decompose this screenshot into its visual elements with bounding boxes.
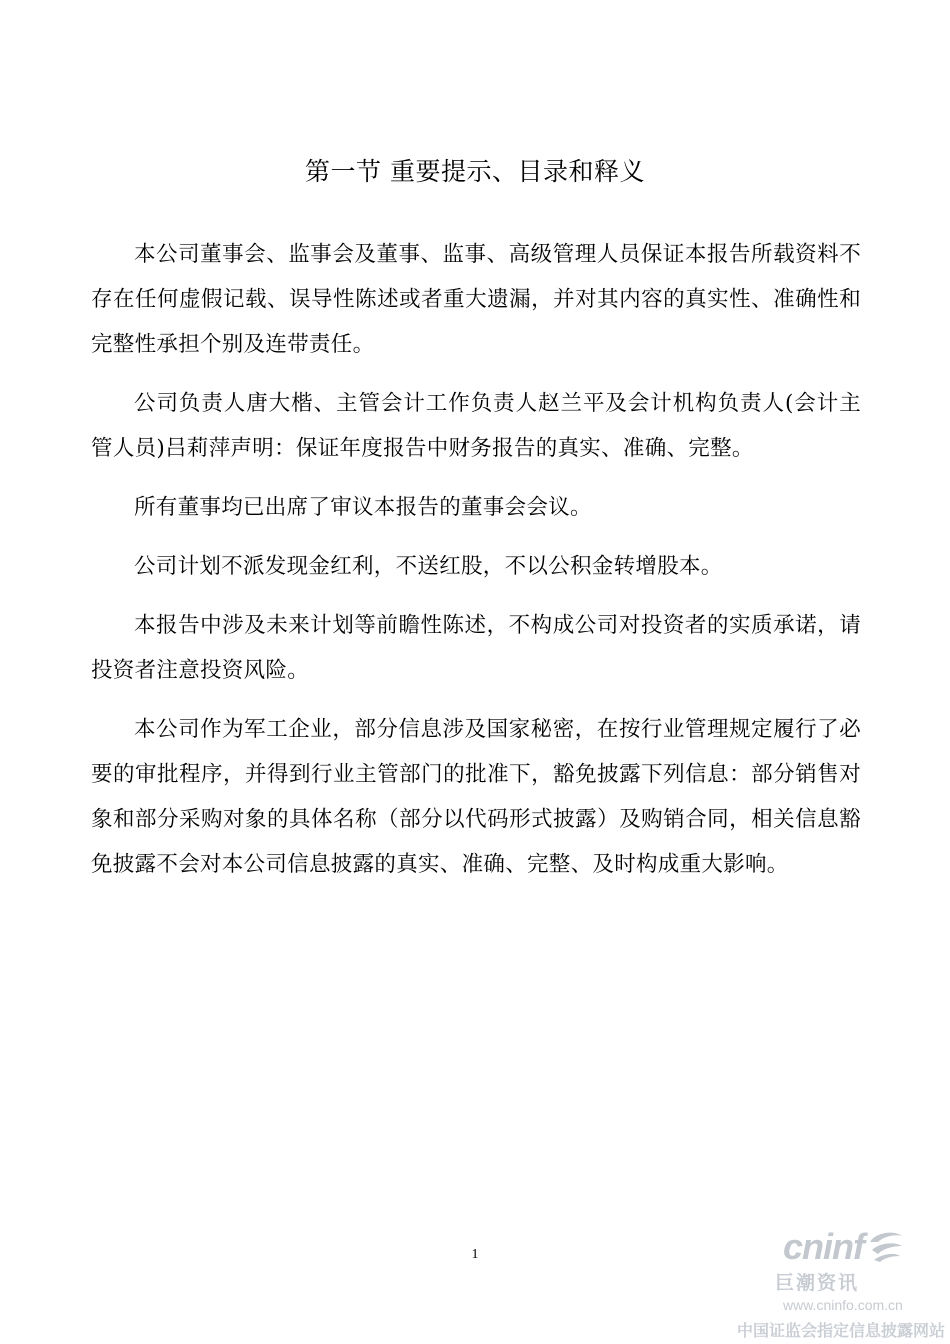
paragraph-forward-looking-risk: 本报告中涉及未来计划等前瞻性陈述，不构成公司对投资者的实质承诺，请投资者注意投资风险。: [91, 613, 861, 683]
paragraph-responsibility-statement: 本公司董事会、监事会及董事、监事、高级管理人员保证本报告所载资料不存在任何虚假记载、误导性陈述或者重大遗漏，并对其内容的真实性、准确性和完整性承担个别及连带责任。: [91, 242, 861, 357]
watermark-logo: [783, 1226, 906, 1268]
cninfo-watermark: [735, 1218, 950, 1344]
page-number: 1: [471, 1247, 479, 1262]
paragraph-board-attendance: 所有董事均已出席了审议本报告的董事会会议。: [134, 495, 592, 520]
paragraph-financial-declaration: 公司负责人唐大楷、主管会计工作负责人赵兰平及会计机构负责人(会计主管人员)吕莉萍声明：保证年度报告中财务报告的真实、准确、完整。: [91, 391, 861, 461]
paragraph-dividend-plan: 公司计划不派发现金红利，不送红股，不以公积金转增股本。: [134, 554, 723, 579]
watermark-brand: cninf: [783, 1226, 864, 1267]
watermark-brand-cn: 巨潮资讯: [775, 1273, 860, 1294]
document-body: [91, 232, 861, 901]
watermark-site-name: 中国证监会指定信息披露网站: [737, 1323, 946, 1340]
page-title: 第一节 重要提示、目录和释义: [305, 157, 645, 186]
cninfo-swirl-icon: [866, 1230, 906, 1264]
watermark-url: www.cninfo.com.cn: [783, 1297, 903, 1313]
paragraph-disclosure-exemption: 本公司作为军工企业，部分信息涉及国家秘密，在按行业管理规定履行了必要的审批程序，并得到行业主管部门的批准下，豁免披露下列信息：部分销售对象和部分采购对象的具体名称（部分以代码形式披露）及购销合同，相关信息豁免披露不会对本公司信息披露的真实、准确、完整、及时构成重大影响。: [91, 717, 861, 877]
